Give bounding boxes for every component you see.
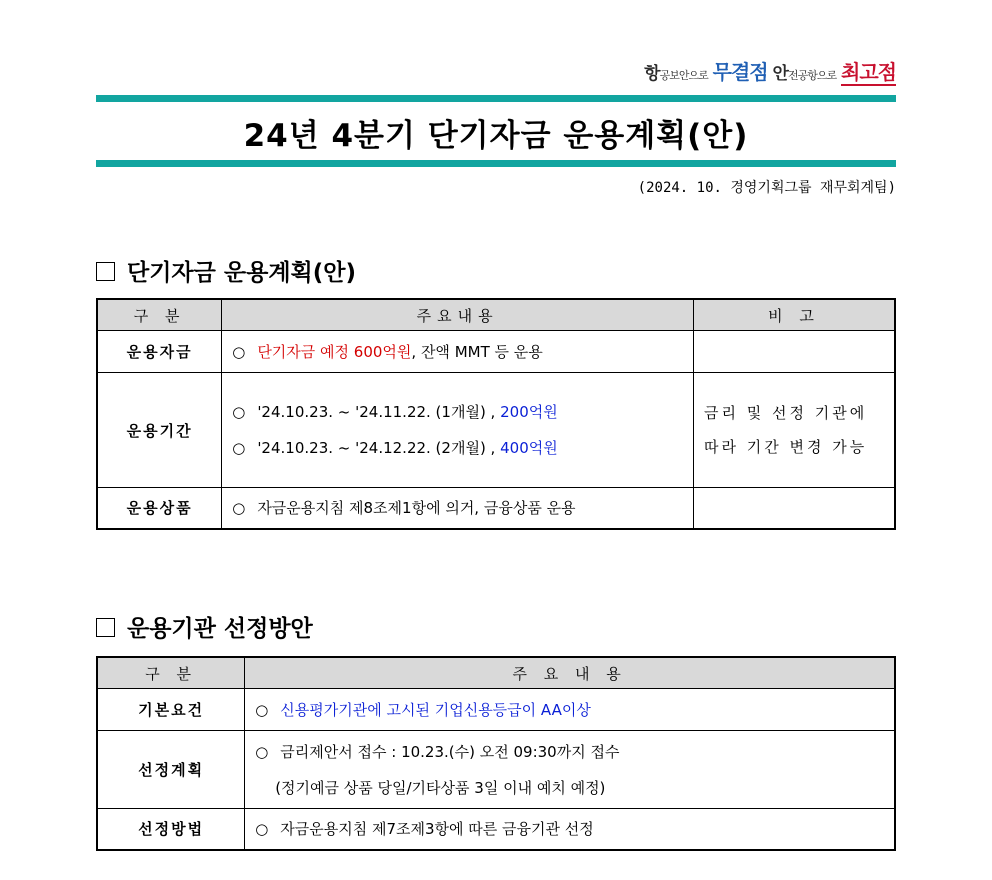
selection-table — [96, 656, 896, 851]
section1-title: 단기자금 운용계획(안) — [127, 260, 356, 286]
row-note: 금리 및 선정 기관에 따라 기간 변경 가능 — [694, 373, 895, 488]
section2-heading — [96, 610, 313, 643]
period-text: '24.10.23. ~ '24.12.22. (2개월) , — [257, 439, 496, 457]
table-header-row — [97, 299, 895, 331]
slogan-part3-small: 전공항으로 — [787, 69, 837, 82]
slogan-part4: 최고점 — [841, 60, 896, 84]
title-bar-bottom — [96, 160, 896, 167]
bullet-icon: ○ — [255, 820, 269, 839]
section2-title: 운용기관 선정방안 — [127, 616, 313, 642]
slogan-logo — [644, 56, 896, 85]
row-content — [222, 373, 694, 488]
amount-text: 400억원 — [500, 439, 558, 457]
header-content: 주 요 내 용 — [245, 657, 895, 689]
section1-heading — [96, 254, 356, 287]
amount-text: 200억원 — [500, 403, 558, 421]
table-row — [97, 373, 895, 488]
table-row — [97, 488, 895, 529]
page-subtitle: (2024. 10. 경영기획그룹 재무회계팀) — [637, 180, 896, 196]
header-category: 구 분 — [97, 657, 245, 689]
content-text: 신용평가기관에 고시된 기업신용등급이 AA이상 — [280, 701, 591, 719]
row-content — [245, 689, 895, 731]
bullet-icon: ○ — [255, 742, 269, 761]
content-text: 자금운용지침 제7조제3항에 따른 금융기관 선정 — [280, 820, 594, 839]
row-content — [245, 809, 895, 850]
row-label: 선정계획 — [97, 731, 245, 809]
page-title: 24년 4분기 단기자금 운용계획(안) — [243, 118, 749, 154]
bullet-icon: ○ — [232, 499, 246, 518]
title-bar-top — [96, 95, 896, 102]
period-text: '24.10.23. ~ '24.11.22. (1개월) , — [257, 403, 496, 421]
row-label: 운용자금 — [97, 331, 222, 373]
content-text: 자금운용지침 제8조제1항에 의거, 금융상품 운용 — [257, 499, 576, 518]
table-row — [97, 689, 895, 731]
bullet-icon: ○ — [232, 343, 246, 361]
content-subtext: (정기예금 상품 당일/기타상품 3일 이내 예치 예정) — [275, 778, 606, 797]
bullet-icon: ○ — [232, 403, 246, 421]
row-label: 기본요건 — [97, 689, 245, 731]
bullet-icon: ○ — [232, 439, 246, 457]
header-content: 주요내용 — [222, 299, 694, 331]
slogan-part1: 항 — [644, 64, 660, 84]
content-text: 금리제안서 접수 : 10.23.(수) 오전 09:30까지 접수 — [280, 742, 620, 761]
checkbox-square-icon — [96, 618, 115, 637]
table-row — [97, 809, 895, 850]
row-note — [694, 331, 895, 373]
row-label: 운용상품 — [97, 488, 222, 529]
row-label: 운용기간 — [97, 373, 222, 488]
plan-table — [96, 298, 896, 530]
checkbox-square-icon — [96, 262, 115, 281]
row-content — [222, 331, 694, 373]
highlight-text: 단기자금 예정 600억원 — [257, 343, 412, 361]
row-content — [222, 488, 694, 529]
header-category: 구 분 — [97, 299, 222, 331]
header-note: 비 고 — [694, 299, 895, 331]
table-row — [97, 331, 895, 373]
row-note — [694, 488, 895, 529]
row-label: 선정방법 — [97, 809, 245, 850]
row-content — [245, 731, 895, 809]
slogan-part1-small: 공보안으로 — [659, 69, 708, 82]
slogan-part2: 무결점 — [712, 60, 768, 84]
content-text: , 잔액 MMT 등 운용 — [411, 343, 543, 361]
slogan-part3: 안 — [772, 64, 788, 84]
table-header-row — [97, 657, 895, 689]
bullet-icon: ○ — [255, 701, 269, 719]
table-row — [97, 731, 895, 809]
